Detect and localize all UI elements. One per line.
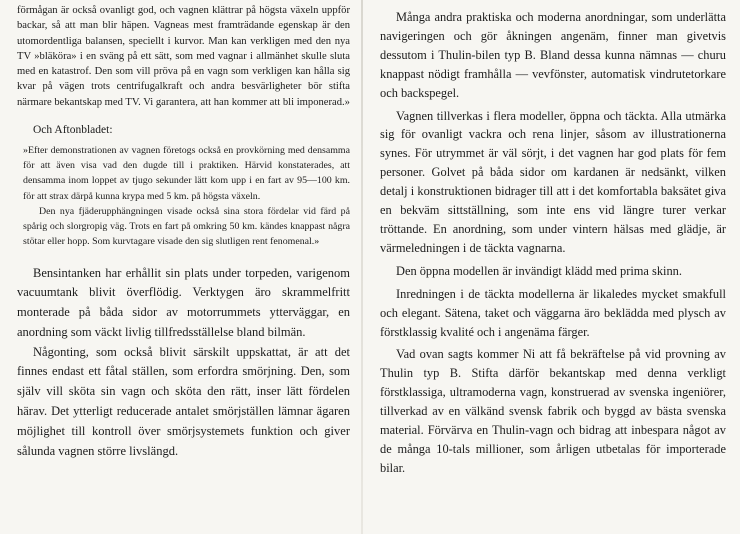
source-heading: Och Aftonbladet: [33,124,113,137]
quote-paragraph-1: »Efter demonstrationen av vagnen företogs också en provkörning med densamma för att även visa vad den dugde till i praktiken. Härvid konstaterades, att densamma inom loppet av tjugo sekunder lätt kom upp i en fart av 95—100 km. för att strax därpå kunna krypa med 5 km. på högsta växeln. [23,145,350,202]
right-paragraph-4: Inredningen i de täckta modellerna är likaledes mycket smakfull och elegant. Sätena, taket och väggarna äro beklädda med plysch av förstklassig kvalité och i angenäma färger. [380,286,726,339]
body-paragraph-1: Bensintanken har erhållit sin plats under torpeden, varigenom vacuumtank blivit överflödig. Verktygen äro skrammelfritt monterade på båda sidor av motorrummets ytterväggar, en anordning som väckt livlig tillfredsställelse bland bilmän. [17,265,350,339]
left-column [0,0,356,461]
right-paragraph-1: Många andra praktiska och moderna anordningar, som underlätta navigeringen och gör åkningen angenäm, finner man givetvis dessutom i Thulin-bilen typ B. Bland dessa kunna nämnas — churu knappast nödigt framhålla — vevfönster, automatisk vindrutetorkare och backspegel. [380,10,726,100]
right-paragraph-5: Vad ovan sagts kommer Ni att få bekräftelse på vid provning av Thulin typ B. Stifta därför bekantskap med denna verkligt förstklassiga, ultramoderna vagn, konstruerad av svenska ingeniörer, tillverkad av en välkänd svensk fabrik och byggd av bästa svenska material. Förvärva en Thulin-vagn och bidrag att inbespara något av de många 10-tals millioner, som årligen utbetalas för importerade bilar. [380,347,726,475]
right-paragraph-3: Den öppna modellen är invändigt klädd med prima skinn. [396,263,682,278]
right-paragraph-2: Vagnen tillverkas i flera modeller, öppna och täckta. Alla utmärka sig för ovanligt vackra och rena linjer, såsom av illustrationerna synes. För utrymmet är väl sörjt, i det vagnen har god plats för fem personer. Golvet på båda sidor om kardanen är nedsänkt, vilken detalj i konstruktionen bidrager till att i det komfortabla baksätet giva en bekväm sittställning, som inte ens vid längre turer verkar tröttande. En anordning, som under vintern hälsas med glädje, är värmeledningen i de täckta vagnarna. [380,108,726,255]
body-paragraph-2: Någonting, som också blivit särskilt uppskattat, är att det finnes endast ett fåtal ställen, som erfordra smörjning. Den, som själv vill sköta sin vagn och sköta den rätt, inser lätt fördelen härav. Det ytterligt reducerade antalet smörjställen lämnar ägaren möjlighet till kontroll över smörjsystemets funktion och giver sålunda vagnen större livslängd. [17,344,350,458]
spacer [17,250,350,264]
quote-block [17,143,350,249]
right-column [368,0,740,478]
column-divider [361,0,363,534]
top-paragraph: förmågan är också ovanligt god, och vagnen klättrar på högsta växeln uppför backar, så att man blir häpen. Vagneas mest framträdande egenskap är den utomordentliga balansen, speciellt i kurvor. Man kan verkligen med den nya TV »bläköra» i en sväng på ett sätt, som med vagnar i allmänhet skulle sluta med en katastrof. Den som vill pröva på en vagn som verkligen kan hålla sig kvar på vägen trots centrifugalkraft och andra besvärligheter bör stifta närmare bekantskap med TV. Vi garantera, att han kommer att bli imponerad.» [17,5,350,108]
body-text-block [17,264,350,462]
quote-paragraph-2: Den nya fjäderupphängningen visade också sina stora fördelar vid färd på spårig och slorgropig väg. Trots en fart på omkring 50 km. kändes knappast några stötar eller hopp. Som kurvtagare visade den sig slutligen rent fenomenal.» [23,205,350,248]
top-text-block [17,3,350,110]
